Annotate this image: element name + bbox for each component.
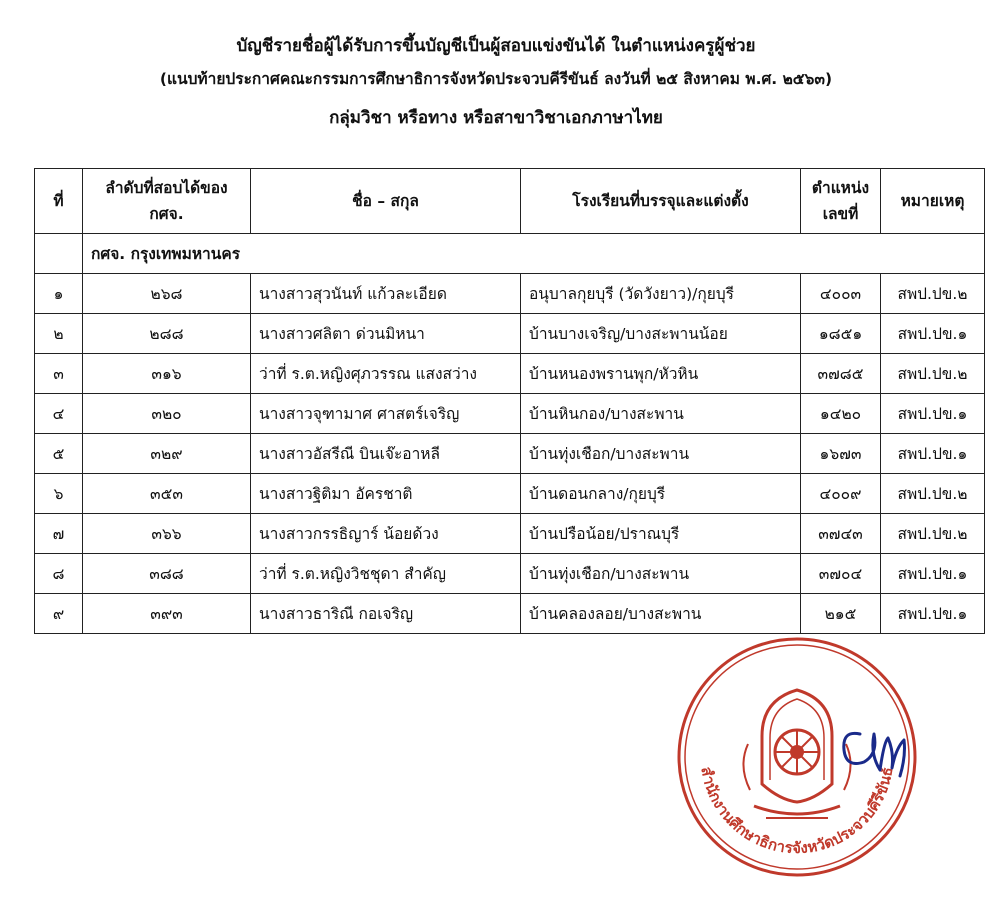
table-row: [35, 354, 985, 394]
cell-note: สพป.ปข.๑: [881, 554, 985, 594]
group-spacer-cell: [35, 234, 83, 274]
table-row: [35, 394, 985, 434]
cell-name: นางสาวศลิตา ด่วนมิหนา: [251, 314, 521, 354]
cell-school: บ้านหินกอง/บางสะพาน: [521, 394, 801, 434]
cell-position: ๓๗๔๓: [801, 514, 881, 554]
cell-position: ๓๗๐๔: [801, 554, 881, 594]
col-header-no: ที่: [35, 169, 83, 234]
cell-name: นางสาวฐิติมา อัครชาติ: [251, 474, 521, 514]
cell-no: ๑: [35, 274, 83, 314]
cell-rank: ๓๒๙: [83, 434, 251, 474]
cell-rank: ๒๖๘: [83, 274, 251, 314]
cell-school: บ้านบางเจริญ/บางสะพานน้อย: [521, 314, 801, 354]
cell-note: สพป.ปข.๑: [881, 394, 985, 434]
office-seal-stamp: [674, 634, 920, 880]
candidate-table: [34, 168, 985, 634]
table-row: [35, 594, 985, 634]
cell-rank: ๓๘๘: [83, 554, 251, 594]
title-line-1: บัญชีรายชื่อผู้ได้รับการขึ้นบัญชีเป็นผู้สอบแข่งขันได้ ในตำแหน่งครูผู้ช่วย: [236, 36, 756, 56]
cell-note: สพป.ปข.๑: [881, 434, 985, 474]
cell-school: อนุบาลกุยบุรี (วัดวังยาว)/กุยบุรี: [521, 274, 801, 314]
cell-name: นางสาวอัสรีณี บินเจ๊ะอาหลี: [251, 434, 521, 474]
cell-position: ๒๑๕: [801, 594, 881, 634]
cell-no: ๒: [35, 314, 83, 354]
table-row: [35, 434, 985, 474]
cell-name: นางสาวธาริณี กอเจริญ: [251, 594, 521, 634]
cell-school: บ้านทุ่งเชือก/บางสะพาน: [521, 434, 801, 474]
col-header-name: ชื่อ – สกุล: [251, 169, 521, 234]
cell-no: ๕: [35, 434, 83, 474]
cell-school: บ้านคลองลอย/บางสะพาน: [521, 594, 801, 634]
cell-rank: ๓๖๖: [83, 514, 251, 554]
cell-no: ๗: [35, 514, 83, 554]
cell-position: ๑๖๗๓: [801, 434, 881, 474]
cell-school: บ้านทุ่งเชือก/บางสะพาน: [521, 554, 801, 594]
table-row: [35, 554, 985, 594]
cell-position: ๑๘๕๑: [801, 314, 881, 354]
cell-no: ๙: [35, 594, 83, 634]
col-header-school: โรงเรียนที่บรรจุและแต่งตั้ง: [521, 169, 801, 234]
col-header-rank: ลำดับที่สอบได้ของ กศจ.: [83, 169, 251, 234]
title-line-2: (แนบท้ายประกาศคณะกรรมการศึกษาธิการจังหวัดประจวบคีรีขันธ์ ลงวันที่ ๒๕ สิงหาคม พ.ศ. ๒๕๖๓): [159, 70, 833, 88]
cell-note: สพป.ปข.๒: [881, 274, 985, 314]
table-header-row: [35, 169, 985, 234]
table-row: [35, 474, 985, 514]
group-row: [35, 234, 985, 274]
cell-note: สพป.ปข.๒: [881, 474, 985, 514]
cell-position: ๔๐๐๓: [801, 274, 881, 314]
cell-rank: ๒๘๘: [83, 314, 251, 354]
cell-school: บ้านหนองพรานพุก/หัวหิน: [521, 354, 801, 394]
group-label: กศจ. กรุงเทพมหานคร: [83, 234, 985, 274]
cell-rank: ๓๕๓: [83, 474, 251, 514]
cell-name: นางสาวจุฑามาศ ศาสตร์เจริญ: [251, 394, 521, 434]
seal-text: สำนักงานศึกษาธิการจังหวัดประจวบคีรีขันธ์: [697, 765, 897, 858]
cell-note: สพป.ปข.๑: [881, 594, 985, 634]
cell-note: สพป.ปข.๑: [881, 314, 985, 354]
cell-rank: ๓๒๐: [83, 394, 251, 434]
cell-position: ๔๐๐๙: [801, 474, 881, 514]
cell-position: ๑๔๒๐: [801, 394, 881, 434]
cell-name: นางสาวสุวนันท์ แก้วละเอียด: [251, 274, 521, 314]
title-line-3: กลุ่มวิชา หรือทาง หรือสาขาวิชาเอกภาษาไทย: [329, 108, 663, 128]
cell-rank: ๓๑๖: [83, 354, 251, 394]
cell-note: สพป.ปข.๒: [881, 514, 985, 554]
cell-name: ว่าที่ ร.ต.หญิงศุภวรรณ แสงสว่าง: [251, 354, 521, 394]
col-header-note: หมายเหตุ: [881, 169, 985, 234]
cell-school: บ้านปรือน้อย/ปราณบุรี: [521, 514, 801, 554]
cell-name: ว่าที่ ร.ต.หญิงวิชชุดา สำคัญ: [251, 554, 521, 594]
cell-note: สพป.ปข.๒: [881, 354, 985, 394]
col-header-position: ตำแหน่งเลขที่: [801, 169, 881, 234]
cell-no: ๘: [35, 554, 83, 594]
cell-no: ๓: [35, 354, 83, 394]
cell-school: บ้านดอนกลาง/กุยบุรี: [521, 474, 801, 514]
table-row: [35, 274, 985, 314]
cell-position: ๓๗๘๕: [801, 354, 881, 394]
cell-name: นางสาวกรรธิญาร์ น้อยด้วง: [251, 514, 521, 554]
cell-no: ๔: [35, 394, 83, 434]
table-row: [35, 514, 985, 554]
cell-rank: ๓๙๓: [83, 594, 251, 634]
cell-no: ๖: [35, 474, 83, 514]
table-row: [35, 314, 985, 354]
